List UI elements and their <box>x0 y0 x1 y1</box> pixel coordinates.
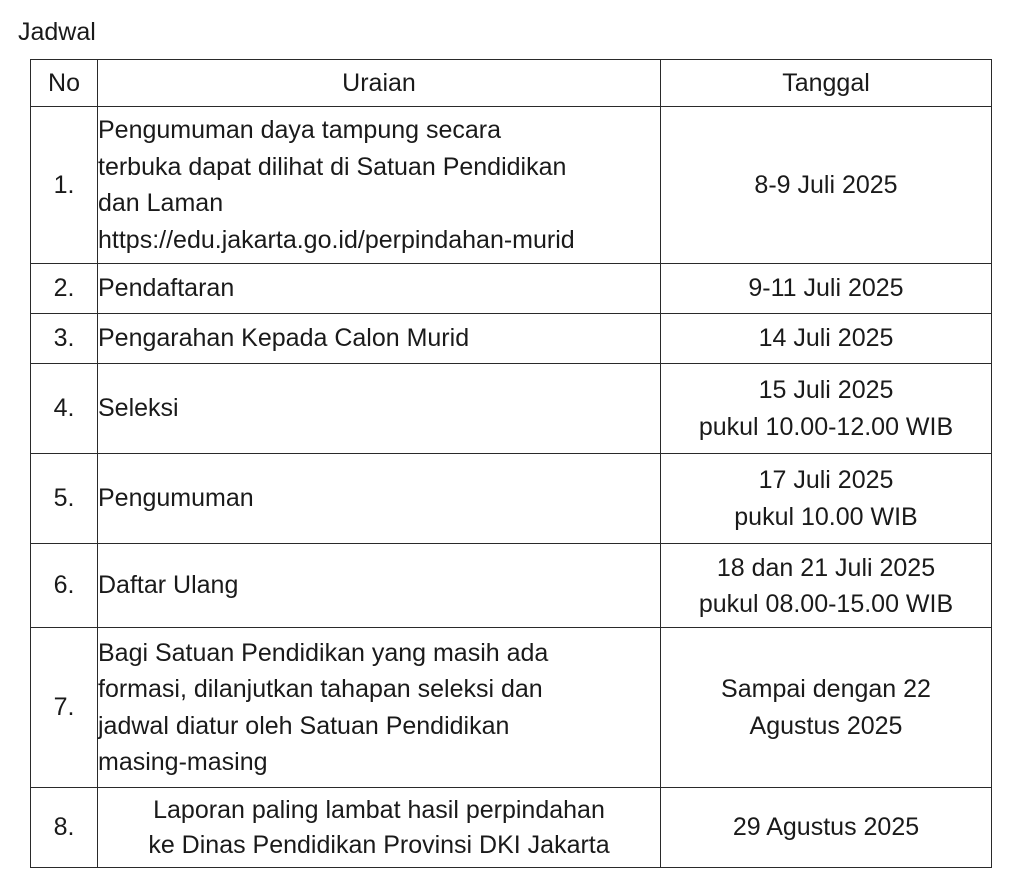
date-line: 29 Agustus 2025 <box>732 813 920 841</box>
row-number: 8. <box>31 788 98 868</box>
row-date <box>661 788 992 868</box>
header-uraian: Uraian <box>98 60 661 107</box>
row-number: 7. <box>31 628 98 788</box>
row-description <box>98 364 661 454</box>
table-row <box>31 107 992 264</box>
date-line: 18 dan 21 Juli 2025 <box>716 553 936 582</box>
date-line: 9-11 Juli 2025 <box>748 274 904 302</box>
row-date <box>661 364 992 454</box>
description-line: terbuka dapat dilihat di Satuan Pendidikan <box>98 152 567 181</box>
description-line: Seleksi <box>98 394 179 422</box>
header-tanggal: Tanggal <box>661 60 992 107</box>
row-description <box>98 454 661 544</box>
row-date <box>661 628 992 788</box>
row-date <box>661 264 992 314</box>
page-title: Jadwal <box>18 18 96 46</box>
description-line: Pengarahan Kepada Calon Murid <box>98 324 470 352</box>
row-date <box>661 314 992 364</box>
row-number: 1. <box>31 107 98 264</box>
date-line: Agustus 2025 <box>749 711 903 740</box>
description-line: Pengumuman daya tampung secara <box>98 116 502 144</box>
header-no: No <box>31 60 98 107</box>
row-date <box>661 107 992 264</box>
schedule-table <box>30 59 992 868</box>
description-line: Pendaftaran <box>98 274 235 302</box>
description-line: jadwal diatur oleh Satuan Pendidikan <box>98 711 510 740</box>
row-number: 6. <box>31 544 98 628</box>
date-line: 15 Juli 2025 <box>758 375 894 404</box>
time-line: pukul 08.00-15.00 WIB <box>698 589 954 618</box>
date-line: 8-9 Juli 2025 <box>754 170 898 199</box>
table-row <box>31 364 992 454</box>
row-number: 4. <box>31 364 98 454</box>
time-line: pukul 10.00 WIB <box>734 502 918 531</box>
table-row <box>31 544 992 628</box>
description-line: Daftar Ulang <box>98 571 239 599</box>
description-line: dan Laman <box>98 189 224 217</box>
row-number: 5. <box>31 454 98 544</box>
date-line: Sampai dengan 22 <box>721 674 931 703</box>
row-number: 3. <box>31 314 98 364</box>
row-description <box>98 628 661 788</box>
description-line: formasi, dilanjutkan tahapan seleksi dan <box>98 675 543 703</box>
description-line: ke Dinas Pendidikan Provinsi DKI Jakarta <box>148 830 610 859</box>
time-line: pukul 10.00-12.00 WIB <box>698 412 954 441</box>
row-description <box>98 788 661 868</box>
table-row <box>31 264 992 314</box>
date-line: 17 Juli 2025 <box>758 465 894 494</box>
row-date <box>661 544 992 628</box>
row-description <box>98 107 661 264</box>
table-row <box>31 788 992 868</box>
row-number: 2. <box>31 264 98 314</box>
table-row <box>31 628 992 788</box>
description-line: masing-masing <box>98 748 268 776</box>
description-line: Laporan paling lambat hasil perpindahan <box>153 795 605 824</box>
description-line: Pengumuman <box>98 484 254 512</box>
description-line: Bagi Satuan Pendidikan yang masih ada <box>98 638 549 667</box>
table-header-row <box>31 60 992 107</box>
row-description <box>98 544 661 628</box>
row-description <box>98 264 661 314</box>
table-row <box>31 314 992 364</box>
row-date <box>661 454 992 544</box>
description-url: https://edu.jakarta.go.id/perpindahan-murid <box>98 225 575 254</box>
row-description <box>98 314 661 364</box>
date-line: 14 Juli 2025 <box>758 324 894 352</box>
table-row <box>31 454 992 544</box>
